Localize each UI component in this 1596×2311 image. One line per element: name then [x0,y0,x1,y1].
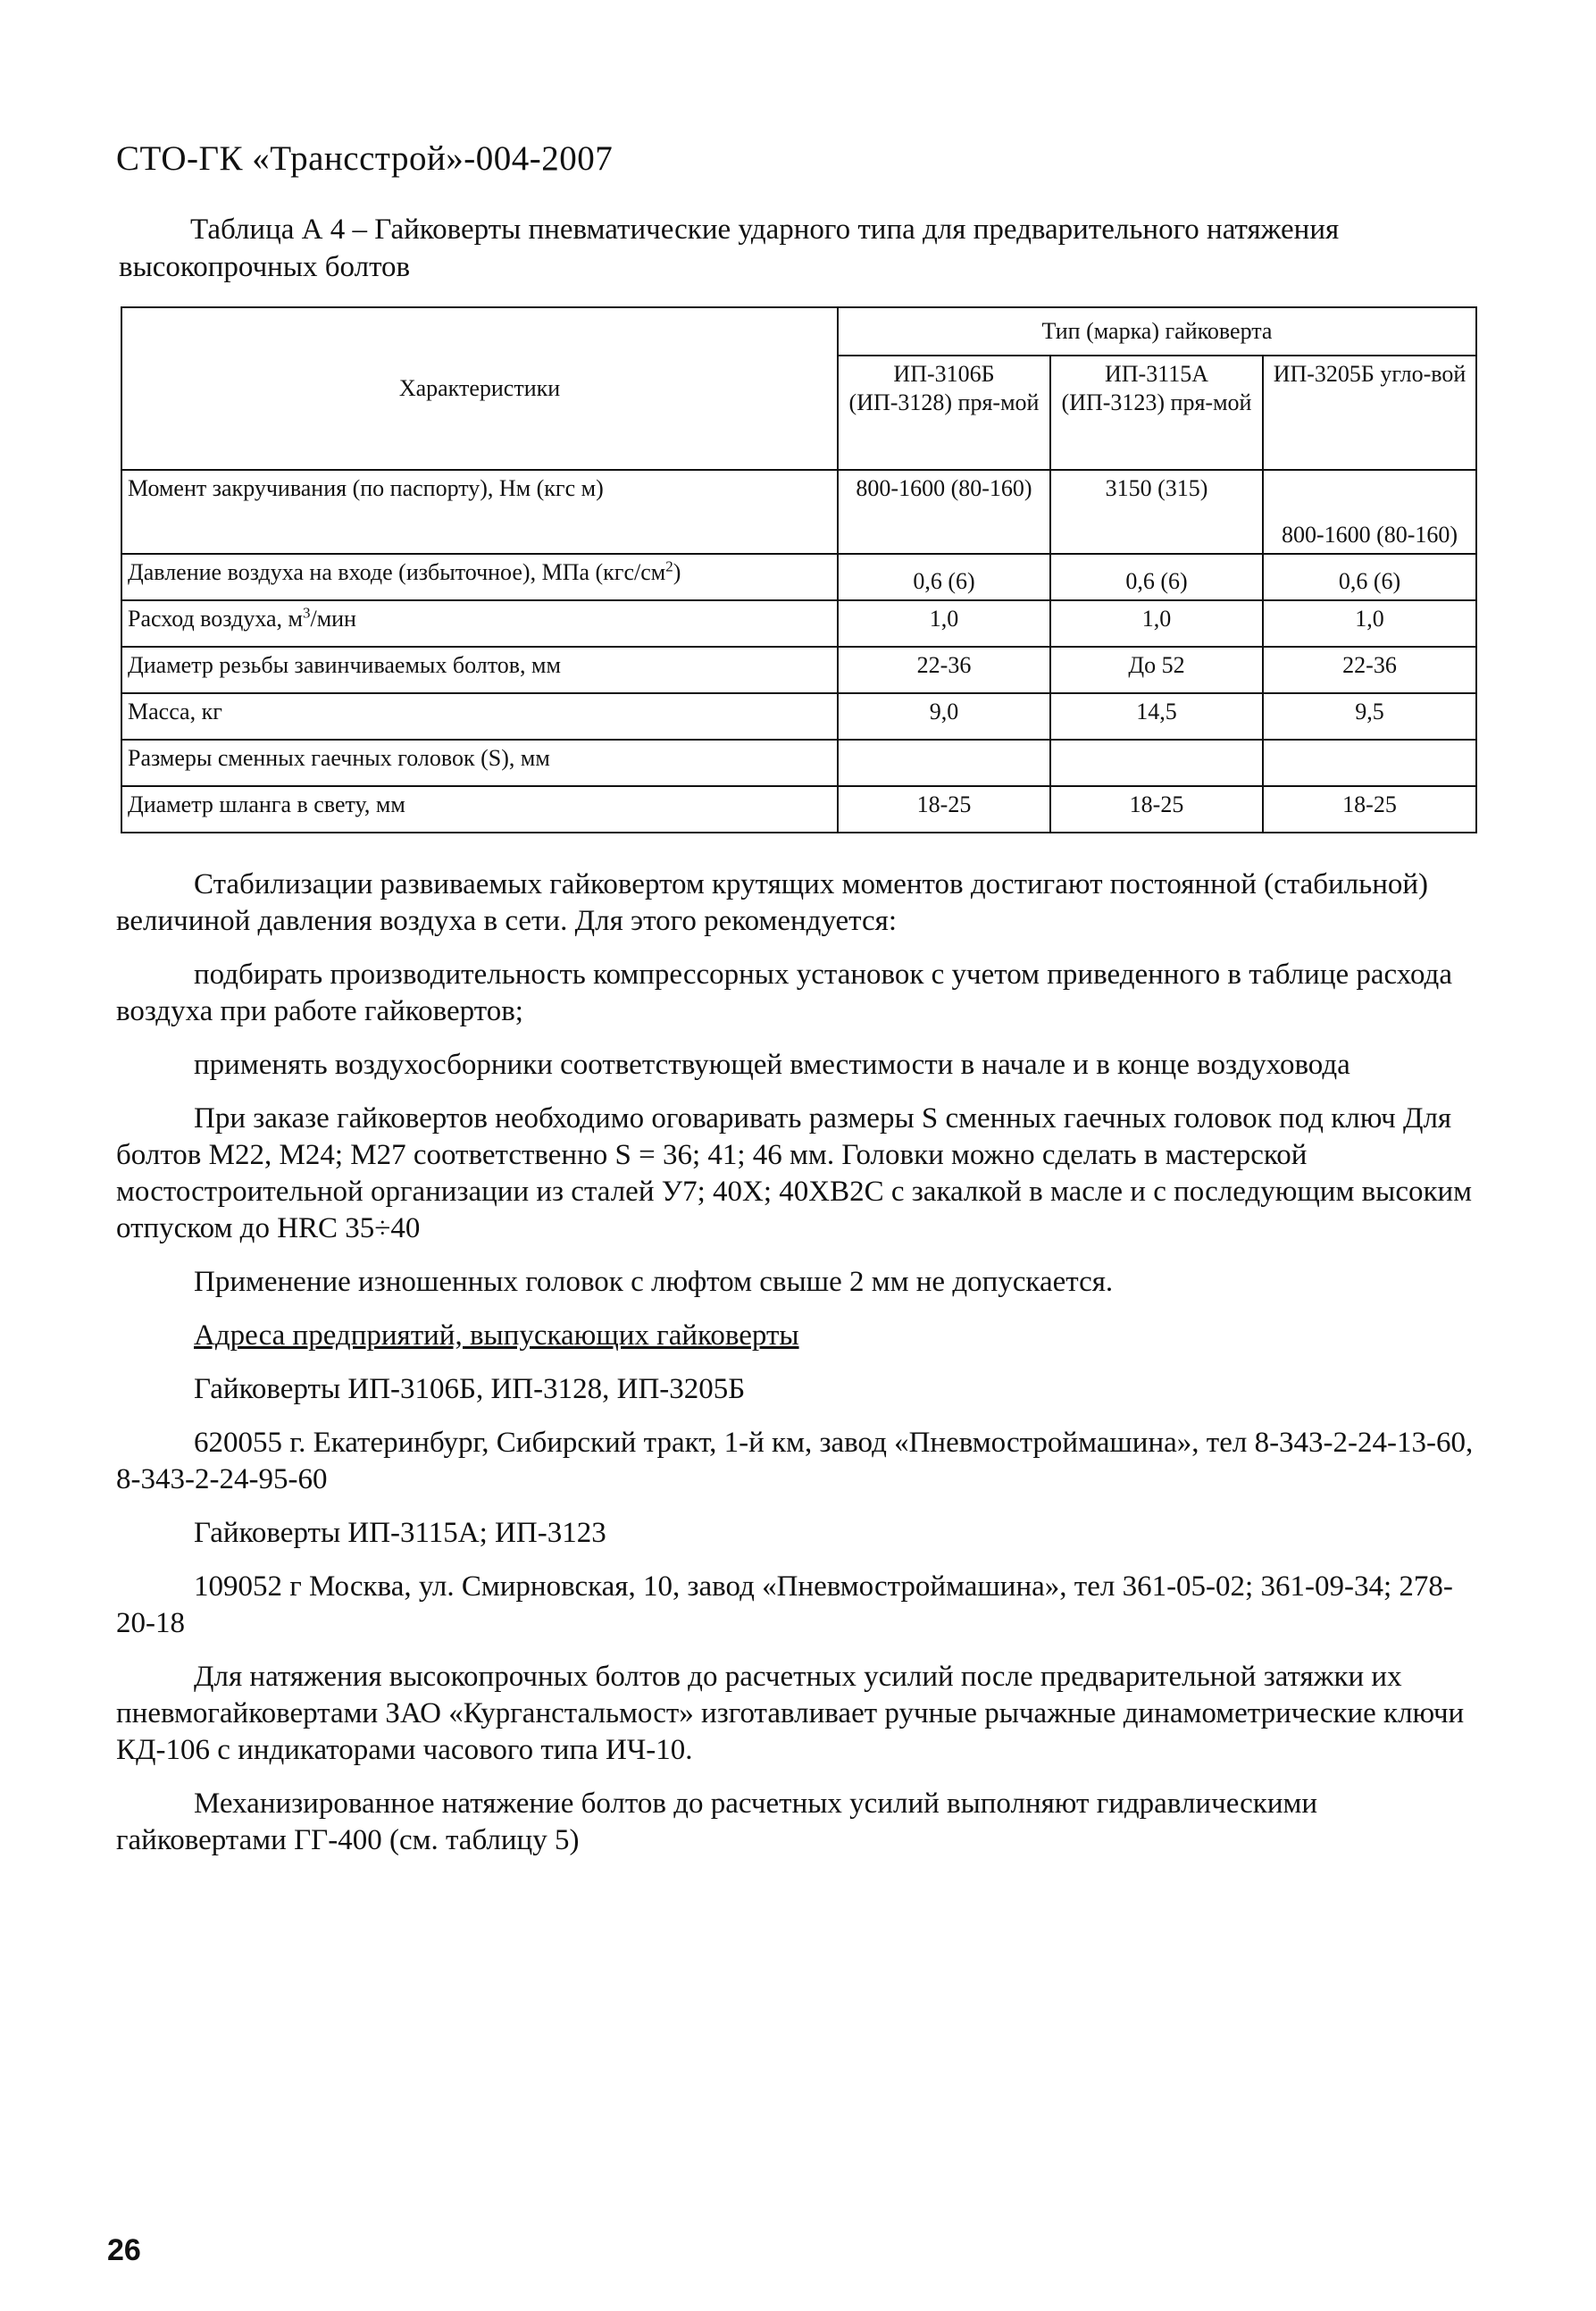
row-label [121,600,838,647]
paragraph: Гайковерты ИП-3106Б, ИП-3128, ИП-3205Б [194,1373,746,1405]
row-label-text: Расход воздуха, м [128,606,303,632]
cell-value: 14,5 [1050,693,1263,740]
addresses-heading: Адреса предприятий, выпускающих гайковерты [194,1319,799,1352]
paragraph: Стабилизации развиваемых гайковертом крутящих моментов достигают постоянной (стабильной) величиной давления воздуха в сети. Для этого рекомендуется: [116,868,1429,937]
paragraph: подбирать производительность компрессорных установок с учетом приведенного в таблице расхода воздуха при работе гайковертов; [116,959,1452,1027]
table-header-row [121,307,1476,356]
cell-value: 1,0 [1050,600,1263,647]
cell-value: 800-1600 (80-160) [838,470,1050,554]
table-row [121,786,1476,833]
cell-value [838,740,1050,786]
cell-value: 18-25 [838,786,1050,833]
row-label-end: ) [673,559,681,585]
cell-value: 22-36 [1263,647,1476,693]
cell-value: 18-25 [1263,786,1476,833]
paragraph: При заказе гайковертов необходимо оговаривать размеры S сменных гаечных головок под ключ Для болтов М22, М24; М27 соответственно S = 36; 41; 46 мм. Головки можно сделать в мастерской мостостроительной организации из сталей У7; 40Х; 40ХВ2С с закалкой в масле и с последующим высоким отпуском до HRC 35÷40 [116,1102,1473,1244]
row-label: Момент закручивания (по паспорту), Нм (кгс м) [121,470,838,554]
paragraph: 620055 г. Екатеринбург, Сибирский тракт, 1-й км, завод «Пневмостроймашина», тел 8-343-2-24-13-60, 8-343-2-24-95-60 [116,1427,1474,1495]
cell-value: 3150 (315) [1050,470,1263,554]
header-model-1: ИП-3106Б (ИП-3128) пря-мой [838,356,1050,470]
header-characteristics: Характеристики [121,307,838,470]
table-row [121,693,1476,740]
row-label: Размеры сменных гаечных головок (S), мм [121,740,838,786]
cell-value: 18-25 [1050,786,1263,833]
paragraph: Механизированное натяжение болтов до расчетных усилий выполняют гидравлическими гайковертами ГГ-400 (см. таблицу 5) [116,1788,1318,1856]
table-caption [119,211,1476,286]
paragraph: применять воздухосборники соответствующей вместимости в начале и в конце воздуховода [194,1049,1350,1081]
cell-value: До 52 [1050,647,1263,693]
cell-value: 0,6 (6) [1050,554,1263,600]
header-model-2: ИП-3115А (ИП-3123) пря-мой [1050,356,1263,470]
cell-value: 9,0 [838,693,1050,740]
row-label: Диаметр шланга в свету, мм [121,786,838,833]
paragraph: 109052 г Москва, ул. Смирновская, 10, завод «Пневмостроймашина», тел 361-05-02; 361-09-34; 278-20-18 [116,1570,1453,1639]
table-caption-text: Таблица А 4 – Гайковерты пневматические ударного типа для предварительного натяжения высокопрочных болтов [119,214,1340,283]
row-label [121,554,838,600]
paragraph: Гайковерты ИП-3115А; ИП-3123 [194,1517,606,1549]
row-label-superscript: 2 [665,557,673,575]
row-label-superscript: 3 [302,604,311,622]
table-row [121,470,1476,554]
cell-value: 1,0 [838,600,1050,647]
paragraph: Для натяжения высокопрочных болтов до расчетных усилий после предварительной затяжки их пневмогайковертами ЗАО «Курганстальмост» изготавливает ручные рычажные динамометрические ключи КД-106 с индикаторами часового типа ИЧ-10. [116,1661,1465,1766]
table-row [121,600,1476,647]
table-row [121,740,1476,786]
page-number: 26 [107,2233,141,2267]
cell-value [1263,740,1476,786]
cell-value: 1,0 [1263,600,1476,647]
cell-value: 800-1600 (80-160) [1263,470,1476,554]
body-text [116,867,1478,1876]
cell-value: 9,5 [1263,693,1476,740]
wrench-spec-table [121,306,1477,833]
cell-value: 0,6 (6) [838,554,1050,600]
header-wrench-type: Тип (марка) гайковерта [838,307,1476,356]
document-code-header: СТО-ГК «Трансстрой»-004-2007 [116,139,614,178]
cell-value [1050,740,1263,786]
table-row [121,554,1476,600]
table-row [121,647,1476,693]
cell-value: 0,6 (6) [1263,554,1476,600]
row-label-text: Давление воздуха на входе (избыточное), МПа (кгс/см [128,559,666,585]
row-label: Масса, кг [121,693,838,740]
row-label-end: /мин [310,606,356,632]
paragraph: Применение изношенных головок с люфтом свыше 2 мм не допускается. [194,1266,1114,1298]
row-label: Диаметр резьбы завинчиваемых болтов, мм [121,647,838,693]
header-model-3: ИП-3205Б угло-вой [1263,356,1476,470]
cell-value: 22-36 [838,647,1050,693]
